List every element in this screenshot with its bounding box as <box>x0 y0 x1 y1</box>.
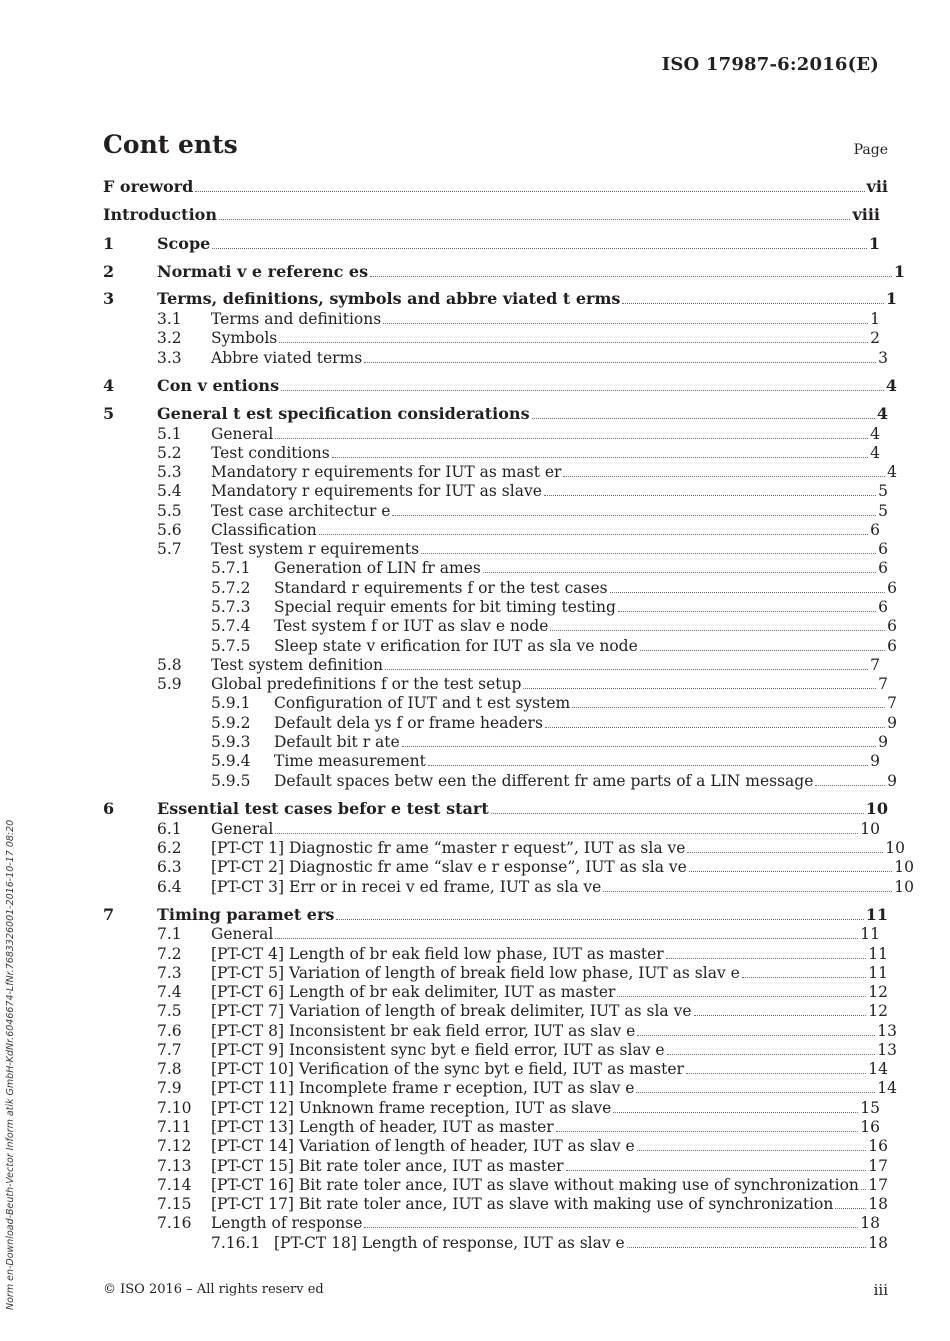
toc-entry[interactable] <box>157 944 888 964</box>
toc-entry-page: 16 <box>868 1137 888 1155</box>
toc-entry-number: 7.4 <box>157 983 182 1001</box>
toc-entry-page: 4 <box>876 404 888 423</box>
toc-entry-page: 14 <box>868 1060 888 1078</box>
toc-entry-page: 5 <box>878 502 888 520</box>
dot-leader <box>617 996 866 997</box>
toc-entry-title: Default dela ys f or frame headers <box>274 714 543 732</box>
toc-entry-page: 10 <box>860 820 880 838</box>
dot-leader <box>666 958 867 959</box>
toc-entry-title: [PT-CT 13] Length of header, IUT as master <box>211 1118 554 1136</box>
dot-leader <box>550 630 885 631</box>
toc-entry-number: 5.7.3 <box>211 598 251 616</box>
toc-entry-page: 4 <box>887 463 897 481</box>
toc-entry-title: Abbre viated terms <box>211 349 363 367</box>
toc-entry[interactable] <box>157 501 888 521</box>
toc-entry-number: 7.5 <box>157 1002 182 1020</box>
toc-entry[interactable] <box>103 905 888 925</box>
dot-leader <box>383 323 868 324</box>
toc-entry[interactable] <box>157 1175 888 1195</box>
toc-entry-number: 5.7.5 <box>211 637 251 655</box>
dot-leader <box>861 1189 866 1190</box>
toc-entry[interactable] <box>211 558 888 578</box>
toc-entry[interactable] <box>211 1233 888 1253</box>
toc-entry[interactable] <box>157 1078 897 1098</box>
toc-entry-title: Test case architectur e <box>211 502 391 520</box>
toc-entry-number: 4 <box>103 376 115 395</box>
toc-entry[interactable] <box>157 1059 888 1079</box>
toc-entry-title: Classification <box>211 521 317 539</box>
toc-entry-page: 17 <box>868 1157 888 1175</box>
toc-entry-title: Essential test cases befor e test start <box>157 799 489 818</box>
dot-leader <box>212 248 867 249</box>
toc-entry-page: 7 <box>870 656 880 674</box>
toc-entry-page: 18 <box>868 1234 888 1252</box>
dot-leader <box>566 1170 867 1171</box>
toc-entry-page: 6 <box>878 540 888 558</box>
toc-entry-number: 7.10 <box>157 1099 192 1117</box>
toc-entry-page: 13 <box>877 1022 897 1040</box>
dot-leader <box>694 1015 867 1016</box>
dot-leader <box>618 611 876 612</box>
dot-leader <box>637 1035 875 1036</box>
toc-entry-number: 7.16.1 <box>211 1234 261 1252</box>
toc-entry-number: 5.7.2 <box>211 579 251 597</box>
toc-entry-number: 7 <box>103 905 115 924</box>
toc-entry[interactable] <box>157 424 880 444</box>
toc-entry-title: Con v entions <box>157 376 280 395</box>
toc-entry-number: 5.9.3 <box>211 733 251 751</box>
toc-entry-title: [PT-CT 2] Diagnostic fr ame “slav e r esponse”, IUT as sla ve <box>211 858 687 876</box>
toc-entry[interactable] <box>157 655 880 675</box>
toc-entry-number: 7.7 <box>157 1041 182 1059</box>
dot-leader <box>332 457 868 458</box>
toc-entry-title: General <box>211 820 274 838</box>
toc-entry-number: 7.14 <box>157 1176 192 1194</box>
toc-entry-number: 7.11 <box>157 1118 192 1136</box>
toc-entry[interactable] <box>157 819 880 839</box>
dot-leader <box>532 418 875 419</box>
toc-entry-title: Normati v e referenc es <box>157 262 369 281</box>
page-column-label: Page <box>853 142 888 158</box>
toc-entry-number: 6.3 <box>157 858 182 876</box>
toc-entry-title: Terms, definitions, symbols and abbre viated t erms <box>157 289 621 308</box>
toc-entry[interactable] <box>157 838 905 858</box>
toc-entry-title: Test system definition <box>211 656 383 674</box>
toc-entry[interactable] <box>157 1117 880 1137</box>
toc-entry-page: 15 <box>860 1099 880 1117</box>
toc-entry-title: Default bit r ate <box>274 733 400 751</box>
toc-entry-title: Standard r equirements f or the test cases <box>274 579 608 597</box>
footer-page-number: iii <box>873 1281 888 1299</box>
toc-entry-number: 3.1 <box>157 310 182 328</box>
dot-leader <box>336 919 863 920</box>
dot-leader <box>364 1227 858 1228</box>
toc-entry-page: 11 <box>868 964 888 982</box>
toc-entry-number: 5.8 <box>157 656 182 674</box>
toc-entry-number: 5.2 <box>157 444 182 462</box>
toc-entry-title: [PT-CT 11] Incomplete frame r eception, IUT as slav e <box>211 1079 635 1097</box>
dot-leader <box>370 276 892 277</box>
dot-leader <box>835 1208 866 1209</box>
toc-entry-title: [PT-CT 15] Bit rate toler ance, IUT as master <box>211 1157 564 1175</box>
dot-leader <box>613 1112 858 1113</box>
toc-entry-page: 6 <box>878 598 888 616</box>
toc-entry-number: 7.1 <box>157 925 182 943</box>
toc-entry-page: viii <box>852 205 880 224</box>
toc-entry-number: 7.9 <box>157 1079 182 1097</box>
toc-entry-page: 10 <box>894 878 914 896</box>
toc-entry-number: 1 <box>103 234 115 253</box>
toc-entry-title: Test conditions <box>211 444 330 462</box>
toc-entry-page: 6 <box>887 637 897 655</box>
toc-entry-number: 5.5 <box>157 502 182 520</box>
toc-entry[interactable] <box>211 771 897 791</box>
toc-entry-page: 1 <box>868 234 880 253</box>
dot-leader <box>523 688 876 689</box>
toc-entry-number: 5.6 <box>157 521 182 539</box>
toc-entry[interactable] <box>157 328 880 348</box>
dot-leader <box>544 495 876 496</box>
toc-entry-page: 10 <box>885 839 905 857</box>
toc-entry-page: 9 <box>887 772 897 790</box>
toc-entry-title: [PT-CT 18] Length of response, IUT as slav e <box>274 1234 625 1252</box>
toc-entry[interactable] <box>157 1156 888 1176</box>
toc-entry[interactable] <box>211 578 897 598</box>
toc-entry[interactable] <box>157 924 880 944</box>
footer-copyright: © ISO 2016 – All rights reserv ed <box>103 1282 324 1297</box>
toc-entry-title: F oreword <box>103 177 194 196</box>
toc-entry-page: 10 <box>865 799 888 818</box>
toc-entry-page: 4 <box>870 444 880 462</box>
toc-entry-number: 7.2 <box>157 945 182 963</box>
download-watermark: Norm en-Download-Beuth-Vector Inform atik GmbH-KdNr.6046674-LfNr.7683326001-2016-10-17 08:20 <box>5 819 16 1310</box>
dot-leader <box>556 1131 859 1132</box>
toc-entry[interactable] <box>157 982 888 1002</box>
toc-entry-page: 18 <box>868 1195 888 1213</box>
dot-leader <box>622 303 883 304</box>
toc-entry-page: 9 <box>887 714 897 732</box>
toc-entry[interactable] <box>211 693 897 713</box>
dot-leader <box>572 707 885 708</box>
toc-entry-page: 2 <box>870 329 880 347</box>
dot-leader <box>610 592 886 593</box>
toc-entry-title: Sleep state v erification for IUT as sla ve node <box>274 637 638 655</box>
dot-leader <box>428 765 868 766</box>
toc-entry[interactable] <box>157 877 914 897</box>
toc-entry[interactable] <box>157 1213 880 1233</box>
toc-entry[interactable] <box>103 205 880 225</box>
toc-entry-number: 5.9 <box>157 675 182 693</box>
dot-leader <box>402 746 876 747</box>
toc-entry[interactable] <box>211 597 888 617</box>
toc-entry-page: 13 <box>877 1041 897 1059</box>
toc-entry-title: Configuration of IUT and t est system <box>274 694 571 712</box>
toc-entry-title: General t est specification considerations <box>157 404 530 423</box>
dot-leader <box>483 572 876 573</box>
toc-entry-title: Introduction <box>103 205 217 224</box>
dot-leader <box>421 553 876 554</box>
dot-leader <box>319 534 868 535</box>
toc-entry-page: 17 <box>868 1176 888 1194</box>
dot-leader <box>281 390 884 391</box>
toc-entry[interactable] <box>157 462 897 482</box>
dot-leader <box>364 362 876 363</box>
toc-entry-number: 7.3 <box>157 964 182 982</box>
toc-entry[interactable] <box>103 404 888 424</box>
toc-entry[interactable] <box>157 963 888 983</box>
toc-entry-number: 6.4 <box>157 878 182 896</box>
toc-entry-title: Symbols <box>211 329 278 347</box>
toc-entry[interactable] <box>157 481 888 501</box>
toc-entry-title: Test system r equirements <box>211 540 420 558</box>
toc-entry[interactable] <box>211 636 897 656</box>
toc-entry-title: Test system f or IUT as slav e node <box>274 617 549 635</box>
toc-entry-number: 6 <box>103 799 115 818</box>
toc-entry-number: 5.9.1 <box>211 694 251 712</box>
dot-leader <box>195 191 864 192</box>
toc-entry-page: 5 <box>878 482 888 500</box>
toc-entry-number: 7.16 <box>157 1214 192 1232</box>
dot-leader <box>275 438 868 439</box>
dot-leader <box>385 669 868 670</box>
dot-leader <box>563 476 885 477</box>
dot-leader <box>687 852 883 853</box>
toc-entry-page: 1 <box>885 289 897 308</box>
toc-entry-title: [PT-CT 4] Length of br eak field low phase, IUT as master <box>211 945 664 963</box>
dot-leader <box>640 650 885 651</box>
toc-entry[interactable] <box>211 732 888 752</box>
toc-title: Cont ents <box>103 130 238 159</box>
toc-entry[interactable] <box>103 234 880 254</box>
toc-entry-number: 2 <box>103 262 115 281</box>
toc-entry-page: vii <box>866 177 888 196</box>
toc-entry[interactable] <box>211 616 897 636</box>
dot-leader <box>392 515 876 516</box>
toc-entry-page: 11 <box>868 945 888 963</box>
toc-entry-number: 6.2 <box>157 839 182 857</box>
toc-entry-page: 6 <box>878 559 888 577</box>
toc-entry-title: [PT-CT 3] Err or in recei v ed frame, IUT as sla ve <box>211 878 602 896</box>
toc-entry-page: 14 <box>877 1079 897 1097</box>
toc-entry-page: 11 <box>865 905 888 924</box>
toc-entry-number: 5.9.5 <box>211 772 251 790</box>
dot-leader <box>689 871 892 872</box>
toc-entry[interactable] <box>157 443 880 463</box>
toc-entry-page: 18 <box>860 1214 880 1232</box>
dot-leader <box>815 785 885 786</box>
toc-entry-page: 11 <box>860 925 880 943</box>
toc-entry-page: 1 <box>870 310 880 328</box>
toc-entry-title: [PT-CT 1] Diagnostic fr ame “master r equest”, IUT as sla ve <box>211 839 686 857</box>
toc-entry[interactable] <box>103 376 897 396</box>
toc-entry-page: 4 <box>870 425 880 443</box>
toc-entry-page: 6 <box>887 579 897 597</box>
toc-entry-title: Mandatory r equirements for IUT as slave <box>211 482 542 500</box>
toc-entry-title: [PT-CT 17] Bit rate toler ance, IUT as slave with making use of synchronization <box>211 1195 834 1213</box>
toc-entry-page: 4 <box>885 376 897 395</box>
toc-entry-title: [PT-CT 8] Inconsistent br eak field error, IUT as slav e <box>211 1022 636 1040</box>
toc-entry-page: 7 <box>887 694 897 712</box>
toc-entry-page: 3 <box>878 349 888 367</box>
toc-entry[interactable] <box>103 262 905 282</box>
toc-entry-number: 5.1 <box>157 425 182 443</box>
toc-entry-title: [PT-CT 14] Variation of length of header, IUT as slav e <box>211 1137 635 1155</box>
dot-leader <box>219 219 851 220</box>
toc-entry-title: Generation of LIN fr ames <box>274 559 481 577</box>
toc-entry-title: Special requir ements for bit timing testing <box>274 598 616 616</box>
toc-entry-title: General <box>211 925 274 943</box>
toc-entry-title: Time measurement <box>274 752 426 770</box>
toc-entry[interactable] <box>157 857 914 877</box>
toc-entry[interactable] <box>157 520 880 540</box>
toc-entry[interactable] <box>157 348 888 368</box>
dot-leader <box>279 342 868 343</box>
dot-leader <box>275 833 858 834</box>
toc-entry[interactable] <box>157 1021 897 1041</box>
toc-entry-page: 12 <box>868 983 888 1001</box>
dot-leader <box>491 813 864 814</box>
toc-entry[interactable] <box>157 674 888 694</box>
toc-entry-title: [PT-CT 12] Unknown frame reception, IUT as slave <box>211 1099 612 1117</box>
dot-leader <box>742 977 866 978</box>
toc-entry-number: 6.1 <box>157 820 182 838</box>
toc-entry[interactable] <box>157 1001 888 1021</box>
toc-entry[interactable] <box>157 1194 888 1214</box>
toc-entry[interactable] <box>211 751 880 771</box>
toc-entry-page: 1 <box>893 262 905 281</box>
toc-entry-title: [PT-CT 16] Bit rate toler ance, IUT as slave without making use of synchronization <box>211 1176 859 1194</box>
toc-entry-title: Default spaces betw een the different fr ame parts of a LIN message <box>274 772 814 790</box>
toc-entry-number: 3.2 <box>157 329 182 347</box>
toc-entry[interactable] <box>103 177 888 197</box>
dot-leader <box>545 727 885 728</box>
toc-entry[interactable] <box>157 1136 888 1156</box>
toc-entry-title: [PT-CT 10] Verification of the sync byt e field, IUT as master <box>211 1060 684 1078</box>
toc-entry[interactable] <box>157 1098 880 1118</box>
toc-entry[interactable] <box>157 539 888 559</box>
toc-entry-number: 3 <box>103 289 115 308</box>
toc-entry-number: 7.15 <box>157 1195 192 1213</box>
dot-leader <box>667 1054 876 1055</box>
toc-entry-number: 3.3 <box>157 349 182 367</box>
toc-entry[interactable] <box>157 1040 897 1060</box>
toc-entry-page: 6 <box>870 521 880 539</box>
toc-entry-title: Scope <box>157 234 211 253</box>
toc-entry-page: 9 <box>878 733 888 751</box>
toc-entry-number: 5.7.4 <box>211 617 251 635</box>
toc-entry-number: 5.9.2 <box>211 714 251 732</box>
toc-entry-page: 16 <box>860 1118 880 1136</box>
toc-entry-title: Length of response <box>211 1214 363 1232</box>
toc-entry-title: [PT-CT 9] Inconsistent sync byt e field error, IUT as slav e <box>211 1041 665 1059</box>
toc-entry-title: Global predefinitions f or the test setup <box>211 675 522 693</box>
toc-entry-number: 7.6 <box>157 1022 182 1040</box>
toc-entry-page: 7 <box>878 675 888 693</box>
toc-entry-number: 5 <box>103 404 115 423</box>
toc-entry-title: Terms and definitions <box>211 310 382 328</box>
toc-entry-page: 10 <box>894 858 914 876</box>
toc-entry[interactable] <box>103 799 888 819</box>
toc-entry-title: [PT-CT 7] Variation of length of break delimiter, IUT as sla ve <box>211 1002 692 1020</box>
dot-leader <box>637 1150 867 1151</box>
toc-entry-title: General <box>211 425 274 443</box>
toc-entry[interactable] <box>211 713 897 733</box>
toc-entry-number: 5.4 <box>157 482 182 500</box>
toc-entry[interactable] <box>103 289 897 309</box>
dot-leader <box>603 891 892 892</box>
toc-entry-number: 7.13 <box>157 1157 192 1175</box>
dot-leader <box>686 1073 866 1074</box>
dot-leader <box>627 1247 867 1248</box>
toc-entry-title: Timing paramet ers <box>157 905 335 924</box>
toc-entry-title: Mandatory r equirements for IUT as mast er <box>211 463 562 481</box>
toc-entry-title: [PT-CT 6] Length of br eak delimiter, IUT as master <box>211 983 616 1001</box>
toc-entry-number: 5.3 <box>157 463 182 481</box>
toc-entry[interactable] <box>157 309 880 329</box>
toc-entry-title: [PT-CT 5] Variation of length of break field low phase, IUT as slav e <box>211 964 740 982</box>
toc-entry-number: 7.8 <box>157 1060 182 1078</box>
document-id: ISO 17987-6:2016(E) <box>661 54 879 75</box>
toc-entry-number: 5.7 <box>157 540 182 558</box>
toc-entry-number: 5.7.1 <box>211 559 251 577</box>
dot-leader <box>636 1092 875 1093</box>
toc-entry-page: 9 <box>870 752 880 770</box>
toc-entry-page: 6 <box>887 617 897 635</box>
toc-entry-number: 5.9.4 <box>211 752 251 770</box>
toc-entry-page: 12 <box>868 1002 888 1020</box>
toc-entry-number: 7.12 <box>157 1137 192 1155</box>
dot-leader <box>275 938 858 939</box>
